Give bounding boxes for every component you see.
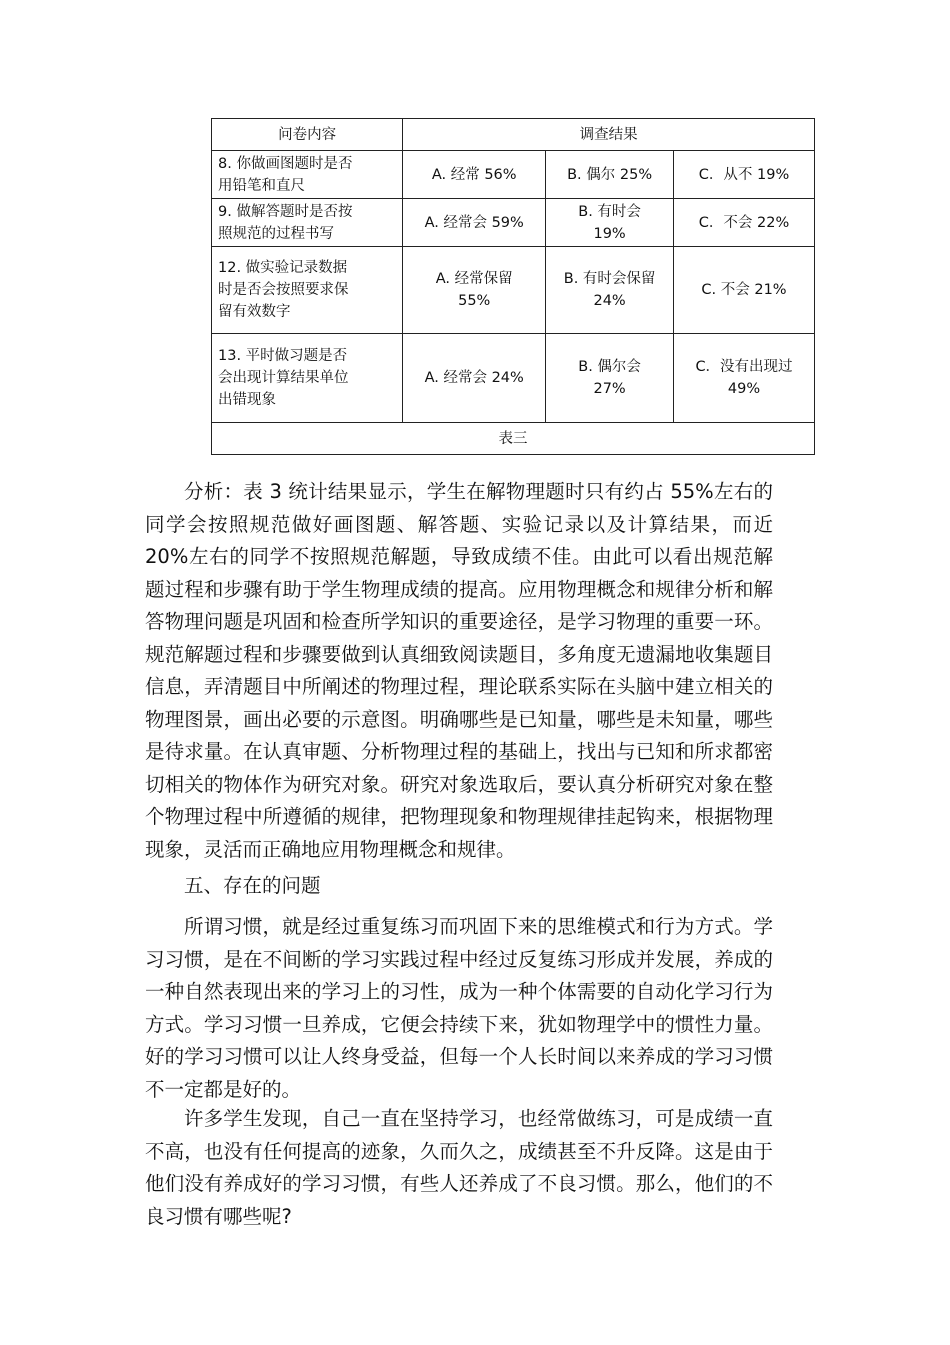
analysis-paragraph-block [145,476,773,866]
answer-b-cell: B. 偶尔会 27% [546,334,674,423]
survey-table [211,118,815,455]
students-paragraph-block [145,1103,773,1233]
question-cell: 8. 你做画图题时是否 用铅笔和直尺 [212,151,403,199]
section-heading: 五、存在的问题 [184,874,321,897]
answer-b-cell: B. 偶尔 25% [546,151,674,199]
table-caption: 表三 [212,423,815,455]
table-row [212,151,815,199]
table-header-row [212,119,815,151]
answer-c-cell: C. 不会 21% [674,247,815,334]
answer-a-cell: A. 经常 56% [403,151,546,199]
answer-b-cell: B. 有时会保留 24% [546,247,674,334]
students-paragraph: 许多学生发现，自己一直在坚持学习，也经常做练习，可是成绩一直不高，也没有任何提高的迹象，久而久之，成绩甚至不升反降。这是由于他们没有养成好的学习习惯，有些人还养成了不良习惯。那么，他们的不良习惯有哪些呢? [145,1107,773,1228]
answer-a-cell: A. 经常会 59% [403,199,546,247]
answer-b-cell: B. 有时会 19% [546,199,674,247]
section-heading-block [145,870,773,903]
header-questionnaire-content: 问卷内容 [212,119,403,151]
header-survey-results: 调查结果 [403,119,815,151]
answer-c-cell: C．不会 22% [674,199,815,247]
analysis-paragraph: 分析：表 3 统计结果显示，学生在解物理题时只有约占 55%左右的同学会按照规范做好画图题、解答题、实验记录以及计算结果，而近 20%左右的同学不按照规范解题，导致成绩不佳。由此可以看出规范解题过程和步骤有助于学生物理成绩的提高。应用物理概念和规律分析和解答物理问题是巩固和检查所学知识的重要途径，是学习物理的重要一环。规范解题过程和步骤要做到认真细致阅读题目，多角度无遗漏地收集题目信息，弄清题目中所阐述的物理过程，理论联系实际在头脑中建立相关的物理图景，画出必要的示意图。明确哪些是已知量，哪些是未知量，哪些是待求量。在认真审题、分析物理过程的基础上，找出与已知和所求都密切相关的物体作为研究对象。研究对象选取后，要认真分析研究对象在整个物理过程中所遵循的规律，把物理现象和物理规律挂起钩来，根据物理现象，灵活而正确地应用物理概念和规律。 [145,480,773,861]
habit-paragraph-block [145,911,773,1106]
question-cell: 9. 做解答题时是否按 照规范的过程书写 [212,199,403,247]
table-caption-row [212,423,815,455]
table-row [212,199,815,247]
question-cell: 12. 做实验记录数据 时是否会按照要求保 留有效数字 [212,247,403,334]
answer-a-cell: A. 经常保留 55% [403,247,546,334]
table-row [212,334,815,423]
answer-a-cell: A. 经常会 24% [403,334,546,423]
answer-c-cell: C．没有出现过 49% [674,334,815,423]
question-cell: 13. 平时做习题是否 会出现计算结果单位 出错现象 [212,334,403,423]
table-row [212,247,815,334]
habit-paragraph: 所谓习惯，就是经过重复练习而巩固下来的思维模式和行为方式。学习习惯，是在不间断的学习实践过程中经过反复练习形成并发展，养成的一种自然表现出来的学习上的习性，成为一种个体需要的自动化学习行为方式。学习习惯一旦养成，它便会持续下来，犹如物理学中的惯性力量。好的学习习惯可以让人终身受益，但每一个人长时间以来养成的学习习惯不一定都是好的。 [145,915,773,1101]
answer-c-cell: C．从不 19% [674,151,815,199]
